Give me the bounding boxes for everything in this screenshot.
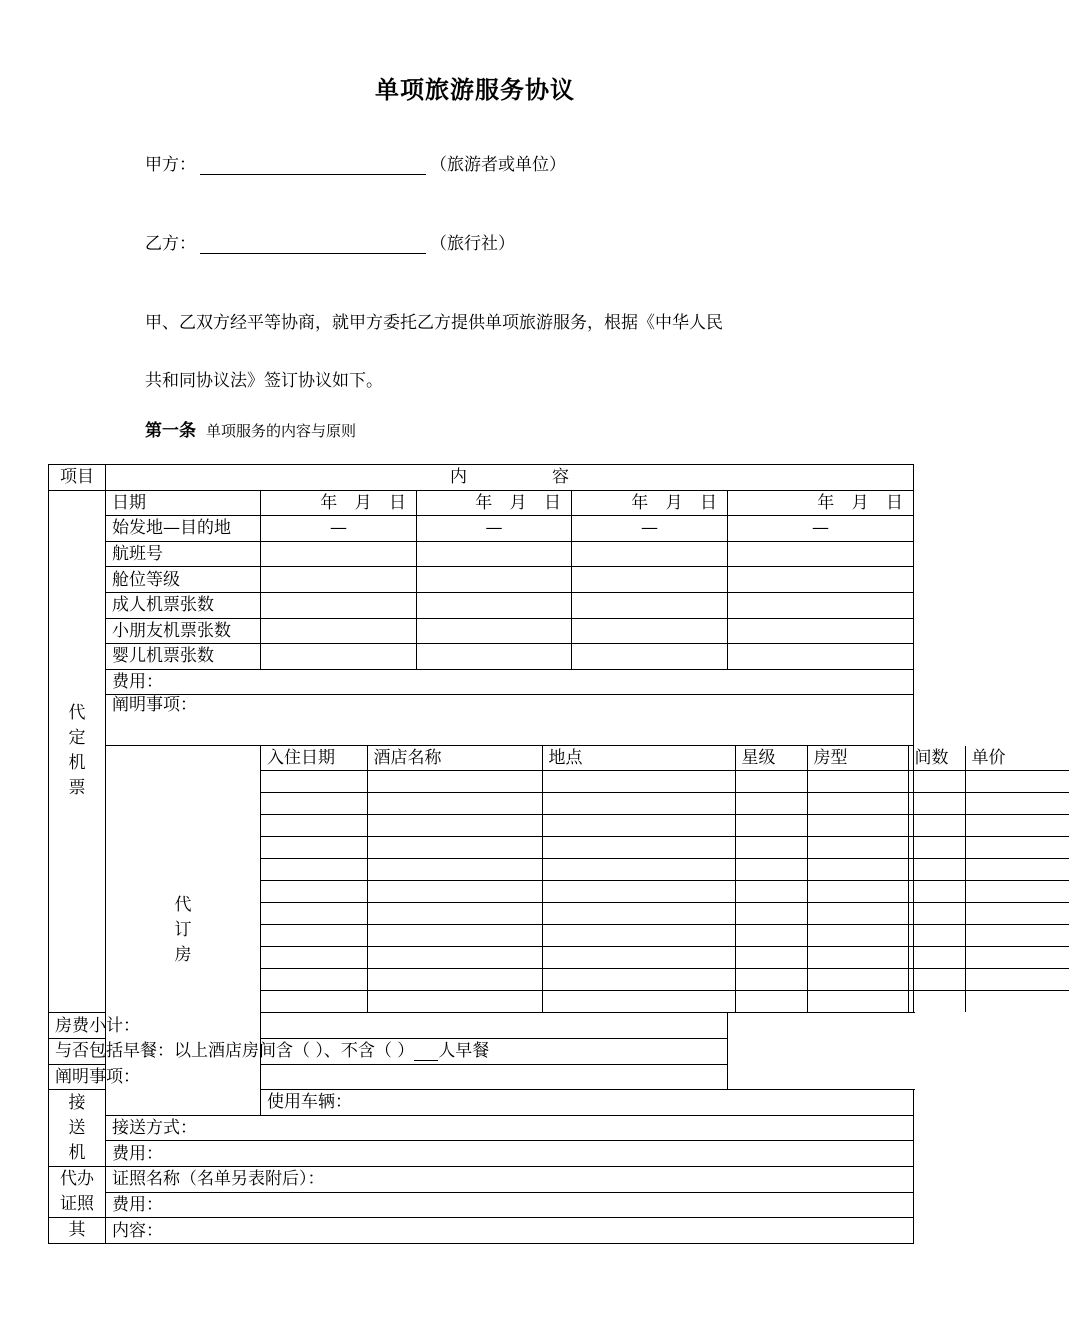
flight-fee-row xyxy=(49,669,914,695)
flight-cell[interactable] xyxy=(261,618,417,644)
transfer-vehicle[interactable]: 使用车辆： xyxy=(261,1090,914,1116)
flight-cell[interactable] xyxy=(572,592,728,618)
flight-row-label: 航班号 xyxy=(106,541,261,567)
transfer-fee[interactable]: 费用： xyxy=(106,1141,914,1167)
party-b-blank[interactable] xyxy=(200,235,426,254)
service-table xyxy=(48,464,1006,1244)
table-header-row xyxy=(49,465,914,491)
flight-cell[interactable] xyxy=(417,592,572,618)
visa-fee[interactable]: 费用： xyxy=(106,1192,914,1218)
visa-fee-row xyxy=(49,1192,914,1218)
flight-cell[interactable] xyxy=(417,618,572,644)
flight-date-2[interactable]: 年 月 日 xyxy=(417,490,572,516)
party-b-label: 乙方： xyxy=(145,234,196,254)
flight-cell[interactable] xyxy=(261,644,417,670)
flight-date-1[interactable]: 年 月 日 xyxy=(261,490,417,516)
hotel-category: 代订房 xyxy=(106,746,261,1115)
hotel-row[interactable] xyxy=(261,793,1069,815)
transfer-method-row xyxy=(49,1115,914,1141)
flight-row-label: 婴儿机票张数 xyxy=(106,644,261,670)
flight-route-row xyxy=(49,516,914,542)
flight-row xyxy=(49,618,914,644)
hotel-table xyxy=(261,746,1069,1012)
hotel-remarks[interactable]: 阐明事项： xyxy=(49,1064,728,1090)
party-a-label: 甲方： xyxy=(145,155,196,175)
hotel-breakfast[interactable] xyxy=(49,1038,728,1064)
hotel-row[interactable] xyxy=(261,837,1069,859)
flight-cell[interactable] xyxy=(417,541,572,567)
hotel-col-name: 酒店名称 xyxy=(367,746,542,771)
flight-category: 代定机票 xyxy=(49,490,106,1013)
flight-cell[interactable] xyxy=(261,541,417,567)
flight-cell[interactable] xyxy=(261,567,417,593)
breakfast-suffix: 人早餐 xyxy=(438,1041,490,1062)
flight-cell[interactable] xyxy=(728,567,914,593)
hotel-row[interactable] xyxy=(261,815,1069,837)
hotel-row[interactable] xyxy=(261,947,1069,969)
flight-cell[interactable] xyxy=(572,567,728,593)
visa-category: 代办证照 xyxy=(49,1166,106,1217)
party-b-line xyxy=(145,229,515,254)
hotel-row[interactable] xyxy=(261,771,1069,793)
flight-route-label: 始发地—目的地 xyxy=(106,516,261,542)
hotel-subtotal-row xyxy=(49,1013,914,1039)
hotel-row[interactable] xyxy=(261,925,1069,947)
party-a-line xyxy=(145,150,566,175)
flight-cell[interactable] xyxy=(728,618,914,644)
flight-row xyxy=(49,592,914,618)
flight-date-row xyxy=(49,490,914,516)
flight-row-label: 舱位等级 xyxy=(106,567,261,593)
flight-row xyxy=(49,644,914,670)
hotel-row[interactable] xyxy=(261,903,1069,925)
flight-row-label: 小朋友机票张数 xyxy=(106,618,261,644)
flight-cell[interactable] xyxy=(572,541,728,567)
hotel-col-price: 单价 xyxy=(965,746,1069,771)
hotel-row[interactable] xyxy=(261,969,1069,991)
hotel-subtotal[interactable]: 房费小计： xyxy=(49,1013,728,1039)
intro-line-2: 共和同协议法》签订协议如下。 xyxy=(145,371,383,391)
other-category: 其 xyxy=(49,1218,106,1244)
flight-date-label: 日期 xyxy=(106,490,261,516)
article-1-title: 单项服务的内容与原则 xyxy=(206,422,357,440)
flight-route-3[interactable]: — xyxy=(572,516,728,542)
flight-row-label: 成人机票张数 xyxy=(106,592,261,618)
other-content[interactable]: 内容： xyxy=(106,1218,914,1244)
intro-line-1: 甲、乙双方经平等协商，就甲方委托乙方提供单项旅游服务，根据《中华人民 xyxy=(145,313,723,333)
flight-date-4[interactable]: 年 月 日 xyxy=(728,490,914,516)
flight-route-2[interactable]: — xyxy=(417,516,572,542)
visa-name[interactable]: 证照名称（名单另表附后）： xyxy=(106,1166,914,1192)
hotel-col-checkin: 入住日期 xyxy=(261,746,367,771)
hotel-col-roomtype: 房型 xyxy=(807,746,908,771)
flight-cell[interactable] xyxy=(728,592,914,618)
transfer-fee-row xyxy=(49,1141,914,1167)
flight-cell[interactable] xyxy=(728,541,914,567)
hotel-grid-row xyxy=(49,746,914,1013)
hotel-col-rooms: 间数 xyxy=(908,746,965,771)
hotel-col-location: 地点 xyxy=(542,746,735,771)
flight-cell[interactable] xyxy=(572,644,728,670)
breakfast-count-blank[interactable] xyxy=(414,1044,438,1061)
flight-remarks-row xyxy=(49,695,914,746)
flight-row xyxy=(49,541,914,567)
party-a-blank[interactable] xyxy=(200,156,426,175)
transfer-method[interactable]: 接送方式： xyxy=(106,1115,914,1141)
flight-date-3[interactable]: 年 月 日 xyxy=(572,490,728,516)
flight-cell[interactable] xyxy=(417,644,572,670)
header-item: 项目 xyxy=(49,465,106,491)
hotel-row[interactable] xyxy=(261,881,1069,903)
visa-name-row xyxy=(49,1166,914,1192)
hotel-grid-cell xyxy=(261,746,1006,1013)
hotel-col-star: 星级 xyxy=(735,746,807,771)
flight-remarks[interactable]: 阐明事项： xyxy=(106,695,914,746)
document-title: 单项旅游服务协议 xyxy=(375,75,575,104)
party-b-note: （旅行社） xyxy=(430,234,515,254)
article-1-heading xyxy=(145,416,356,441)
flight-cell[interactable] xyxy=(572,618,728,644)
transfer-category: 接送机 xyxy=(49,1090,106,1167)
flight-fee[interactable]: 费用： xyxy=(106,669,914,695)
hotel-row[interactable] xyxy=(261,859,1069,881)
party-a-note: （旅游者或单位） xyxy=(430,155,566,175)
flight-route-1[interactable]: — xyxy=(261,516,417,542)
flight-route-4[interactable]: — xyxy=(728,516,914,542)
hotel-row[interactable] xyxy=(261,991,1069,1013)
hotel-header-row xyxy=(261,746,1069,771)
hotel-remarks-row xyxy=(49,1064,914,1090)
flight-row xyxy=(49,567,914,593)
flight-cell[interactable] xyxy=(417,567,572,593)
article-1-number: 第一条 xyxy=(145,421,196,441)
breakfast-text: 与否包括早餐：以上酒店房间含（ ）、不含（ ） xyxy=(55,1041,415,1062)
header-content: 内 容 xyxy=(106,465,914,491)
flight-cell[interactable] xyxy=(728,644,914,670)
flight-cell[interactable] xyxy=(261,592,417,618)
other-row xyxy=(49,1218,914,1244)
hotel-breakfast-row xyxy=(49,1038,914,1064)
